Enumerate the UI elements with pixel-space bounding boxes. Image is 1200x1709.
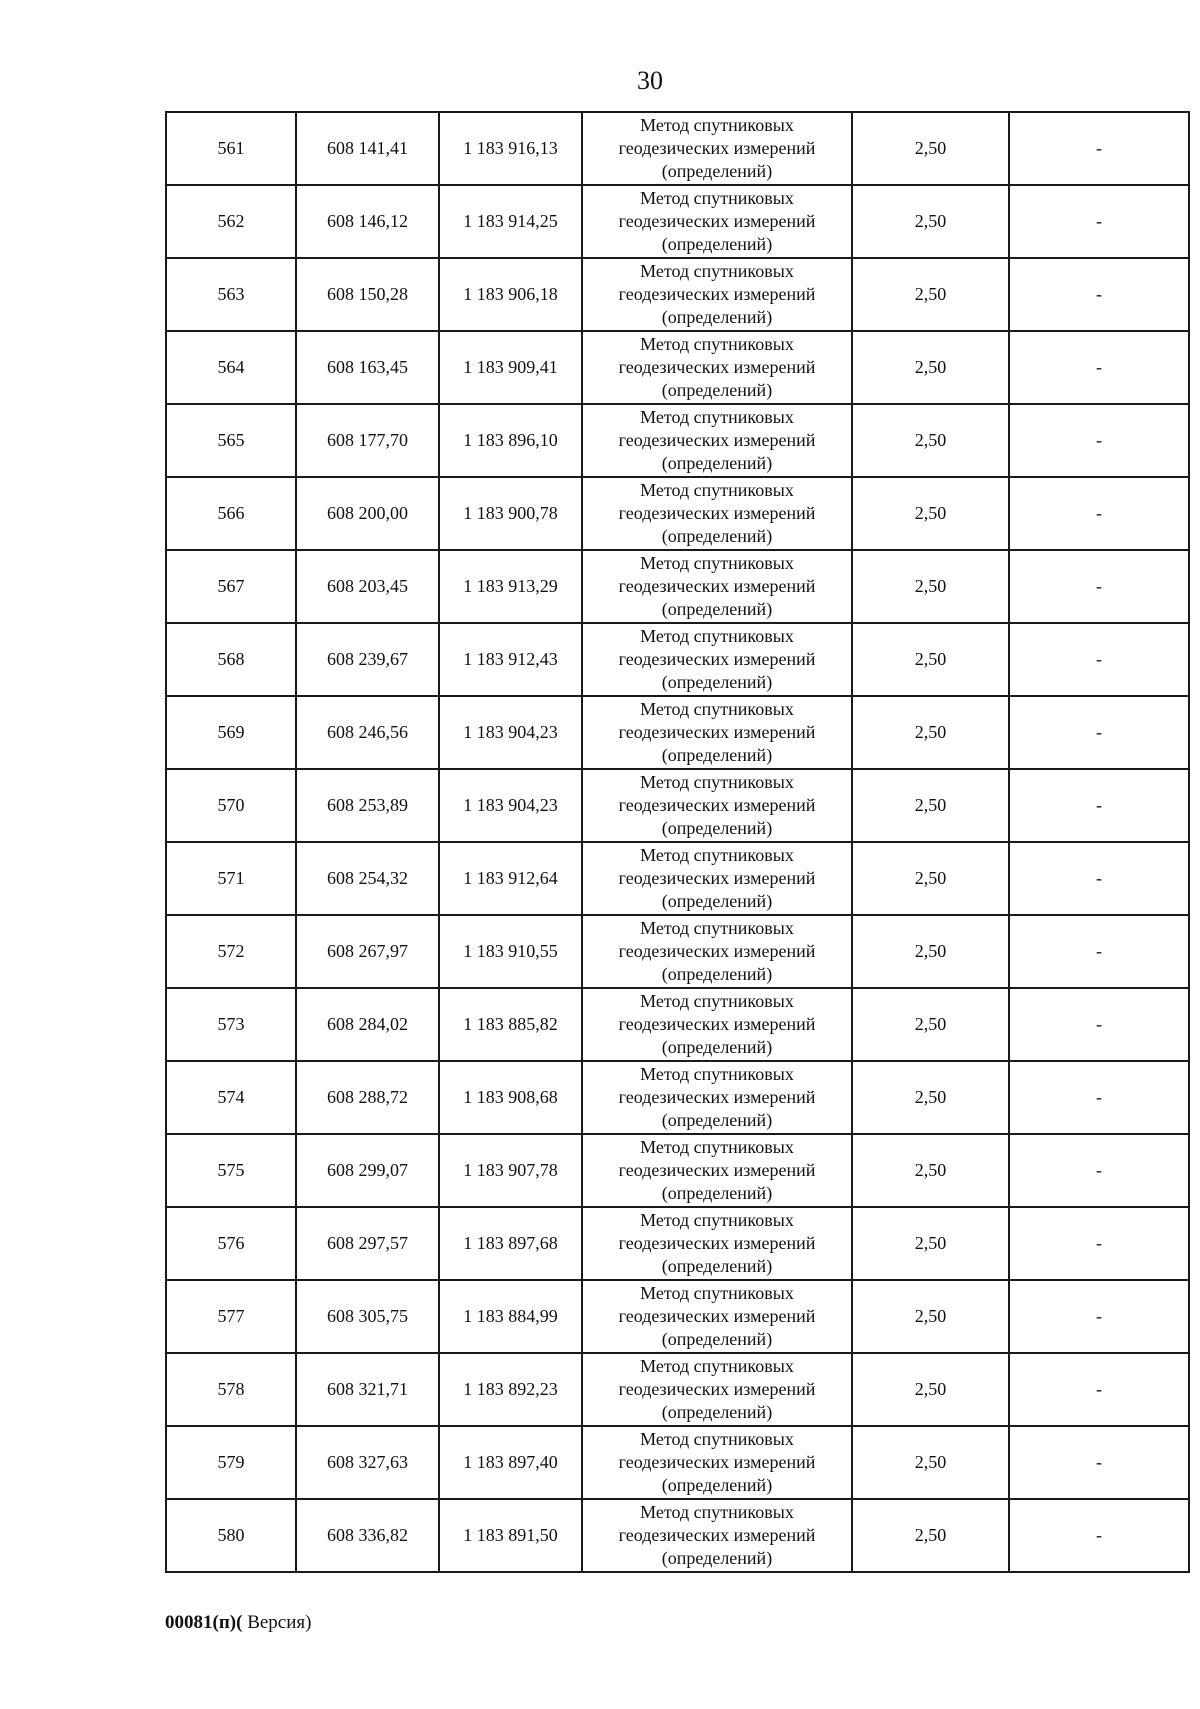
accuracy-cell: 2,50 bbox=[852, 1426, 1009, 1499]
method-line: (определений) bbox=[661, 745, 773, 765]
method-line: (определений) bbox=[661, 1183, 773, 1203]
method-line: геодезических измерений bbox=[618, 211, 816, 231]
accuracy-cell: 2,50 bbox=[852, 623, 1009, 696]
method-line: Метод спутниковых bbox=[640, 1137, 794, 1157]
point-number-cell: 567 bbox=[166, 550, 296, 623]
table-row bbox=[166, 842, 1189, 915]
method-line: геодезических измерений bbox=[618, 795, 816, 815]
method-line: Метод спутниковых bbox=[640, 1283, 794, 1303]
method-line: (определений) bbox=[661, 1548, 773, 1568]
method-line: (определений) bbox=[661, 307, 773, 327]
x-coordinate-cell: 608 336,82 bbox=[296, 1499, 439, 1572]
method-line: Метод спутниковых bbox=[640, 553, 794, 573]
method-cell bbox=[582, 185, 852, 258]
x-coordinate-cell: 608 141,41 bbox=[296, 112, 439, 185]
table-row bbox=[166, 1426, 1189, 1499]
table-row bbox=[166, 112, 1189, 185]
table-row bbox=[166, 331, 1189, 404]
accuracy-cell: 2,50 bbox=[852, 404, 1009, 477]
x-coordinate-cell: 608 288,72 bbox=[296, 1061, 439, 1134]
x-coordinate-cell: 608 239,67 bbox=[296, 623, 439, 696]
note-cell: - bbox=[1009, 1426, 1189, 1499]
accuracy-cell: 2,50 bbox=[852, 550, 1009, 623]
note-cell: - bbox=[1009, 842, 1189, 915]
note-cell: - bbox=[1009, 1207, 1189, 1280]
y-coordinate-cell: 1 183 896,10 bbox=[439, 404, 582, 477]
accuracy-cell: 2,50 bbox=[852, 112, 1009, 185]
method-line: геодезических измерений bbox=[618, 1525, 816, 1545]
point-number-cell: 578 bbox=[166, 1353, 296, 1426]
method-cell bbox=[582, 988, 852, 1061]
coordinates-table-body bbox=[166, 112, 1189, 1572]
coordinates-table bbox=[165, 111, 1190, 1573]
method-line: Метод спутниковых bbox=[640, 918, 794, 938]
method-line: (определений) bbox=[661, 1110, 773, 1130]
y-coordinate-cell: 1 183 913,29 bbox=[439, 550, 582, 623]
note-cell: - bbox=[1009, 331, 1189, 404]
method-line: (определений) bbox=[661, 1475, 773, 1495]
note-cell: - bbox=[1009, 1061, 1189, 1134]
method-cell bbox=[582, 112, 852, 185]
method-line: Метод спутниковых bbox=[640, 845, 794, 865]
method-line: (определений) bbox=[661, 1037, 773, 1057]
method-cell bbox=[582, 550, 852, 623]
method-line: геодезических измерений bbox=[618, 357, 816, 377]
table-row bbox=[166, 1499, 1189, 1572]
method-line: Метод спутниковых bbox=[640, 772, 794, 792]
point-number-cell: 573 bbox=[166, 988, 296, 1061]
x-coordinate-cell: 608 146,12 bbox=[296, 185, 439, 258]
accuracy-cell: 2,50 bbox=[852, 1353, 1009, 1426]
method-line: Метод спутниковых bbox=[640, 115, 794, 135]
method-line: геодезических измерений bbox=[618, 430, 816, 450]
method-cell bbox=[582, 623, 852, 696]
method-line: Метод спутниковых bbox=[640, 626, 794, 646]
point-number-cell: 574 bbox=[166, 1061, 296, 1134]
method-line: (определений) bbox=[661, 964, 773, 984]
table-row bbox=[166, 550, 1189, 623]
table-row bbox=[166, 404, 1189, 477]
y-coordinate-cell: 1 183 912,43 bbox=[439, 623, 582, 696]
note-cell: - bbox=[1009, 258, 1189, 331]
point-number-cell: 570 bbox=[166, 769, 296, 842]
table-row bbox=[166, 1280, 1189, 1353]
point-number-cell: 561 bbox=[166, 112, 296, 185]
x-coordinate-cell: 608 254,32 bbox=[296, 842, 439, 915]
table-row bbox=[166, 1353, 1189, 1426]
y-coordinate-cell: 1 183 910,55 bbox=[439, 915, 582, 988]
table-row bbox=[166, 1207, 1189, 1280]
method-line: геодезических измерений bbox=[618, 576, 816, 596]
method-line: (определений) bbox=[661, 234, 773, 254]
method-line: Метод спутниковых bbox=[640, 699, 794, 719]
y-coordinate-cell: 1 183 891,50 bbox=[439, 1499, 582, 1572]
note-cell: - bbox=[1009, 1134, 1189, 1207]
accuracy-cell: 2,50 bbox=[852, 915, 1009, 988]
method-cell bbox=[582, 842, 852, 915]
page-number: 30 bbox=[637, 66, 663, 95]
x-coordinate-cell: 608 200,00 bbox=[296, 477, 439, 550]
y-coordinate-cell: 1 183 912,64 bbox=[439, 842, 582, 915]
method-line: (определений) bbox=[661, 380, 773, 400]
method-line: (определений) bbox=[661, 161, 773, 181]
table-row bbox=[166, 258, 1189, 331]
x-coordinate-cell: 608 267,97 bbox=[296, 915, 439, 988]
method-cell bbox=[582, 1499, 852, 1572]
method-cell bbox=[582, 331, 852, 404]
y-coordinate-cell: 1 183 907,78 bbox=[439, 1134, 582, 1207]
table-row bbox=[166, 185, 1189, 258]
method-line: Метод спутниковых bbox=[640, 261, 794, 281]
method-cell bbox=[582, 769, 852, 842]
method-line: (определений) bbox=[661, 1329, 773, 1349]
accuracy-cell: 2,50 bbox=[852, 258, 1009, 331]
method-line: Метод спутниковых bbox=[640, 1064, 794, 1084]
y-coordinate-cell: 1 183 908,68 bbox=[439, 1061, 582, 1134]
accuracy-cell: 2,50 bbox=[852, 696, 1009, 769]
y-coordinate-cell: 1 183 906,18 bbox=[439, 258, 582, 331]
y-coordinate-cell: 1 183 916,13 bbox=[439, 112, 582, 185]
method-line: (определений) bbox=[661, 891, 773, 911]
method-cell bbox=[582, 404, 852, 477]
method-line: геодезических измерений bbox=[618, 941, 816, 961]
point-number-cell: 579 bbox=[166, 1426, 296, 1499]
point-number-cell: 568 bbox=[166, 623, 296, 696]
note-cell: - bbox=[1009, 915, 1189, 988]
method-cell bbox=[582, 1061, 852, 1134]
table-row bbox=[166, 696, 1189, 769]
point-number-cell: 571 bbox=[166, 842, 296, 915]
method-line: геодезических измерений bbox=[618, 868, 816, 888]
method-line: Метод спутниковых bbox=[640, 188, 794, 208]
accuracy-cell: 2,50 bbox=[852, 1499, 1009, 1572]
method-line: геодезических измерений bbox=[618, 138, 816, 158]
x-coordinate-cell: 608 253,89 bbox=[296, 769, 439, 842]
method-line: геодезических измерений bbox=[618, 1014, 816, 1034]
method-line: геодезических измерений bbox=[618, 1087, 816, 1107]
accuracy-cell: 2,50 bbox=[852, 1280, 1009, 1353]
method-cell bbox=[582, 696, 852, 769]
method-cell bbox=[582, 1207, 852, 1280]
table-row bbox=[166, 988, 1189, 1061]
method-cell bbox=[582, 1353, 852, 1426]
accuracy-cell: 2,50 bbox=[852, 1061, 1009, 1134]
point-number-cell: 575 bbox=[166, 1134, 296, 1207]
accuracy-cell: 2,50 bbox=[852, 988, 1009, 1061]
method-cell bbox=[582, 915, 852, 988]
x-coordinate-cell: 608 321,71 bbox=[296, 1353, 439, 1426]
x-coordinate-cell: 608 299,07 bbox=[296, 1134, 439, 1207]
accuracy-cell: 2,50 bbox=[852, 477, 1009, 550]
method-line: Метод спутниковых bbox=[640, 334, 794, 354]
accuracy-cell: 2,50 bbox=[852, 842, 1009, 915]
method-line: геодезических измерений bbox=[618, 284, 816, 304]
method-line: (определений) bbox=[661, 599, 773, 619]
document-code: 00081(п)( bbox=[165, 1612, 243, 1633]
table-row bbox=[166, 477, 1189, 550]
point-number-cell: 566 bbox=[166, 477, 296, 550]
method-line: геодезических измерений bbox=[618, 649, 816, 669]
method-cell bbox=[582, 477, 852, 550]
point-number-cell: 576 bbox=[166, 1207, 296, 1280]
y-coordinate-cell: 1 183 909,41 bbox=[439, 331, 582, 404]
y-coordinate-cell: 1 183 897,68 bbox=[439, 1207, 582, 1280]
note-cell: - bbox=[1009, 404, 1189, 477]
accuracy-cell: 2,50 bbox=[852, 769, 1009, 842]
point-number-cell: 565 bbox=[166, 404, 296, 477]
point-number-cell: 563 bbox=[166, 258, 296, 331]
method-line: Метод спутниковых bbox=[640, 480, 794, 500]
method-line: геодезических измерений bbox=[618, 1379, 816, 1399]
method-cell bbox=[582, 1280, 852, 1353]
y-coordinate-cell: 1 183 914,25 bbox=[439, 185, 582, 258]
x-coordinate-cell: 608 163,45 bbox=[296, 331, 439, 404]
method-line: геодезических измерений bbox=[618, 1452, 816, 1472]
y-coordinate-cell: 1 183 897,40 bbox=[439, 1426, 582, 1499]
note-cell: - bbox=[1009, 1353, 1189, 1426]
method-line: (определений) bbox=[661, 1402, 773, 1422]
method-line: геодезических измерений bbox=[618, 1233, 816, 1253]
method-line: геодезических измерений bbox=[618, 503, 816, 523]
x-coordinate-cell: 608 150,28 bbox=[296, 258, 439, 331]
accuracy-cell: 2,50 bbox=[852, 1207, 1009, 1280]
method-line: Метод спутниковых bbox=[640, 1356, 794, 1376]
point-number-cell: 577 bbox=[166, 1280, 296, 1353]
note-cell: - bbox=[1009, 1499, 1189, 1572]
method-line: Метод спутниковых bbox=[640, 407, 794, 427]
point-number-cell: 569 bbox=[166, 696, 296, 769]
table-row bbox=[166, 1061, 1189, 1134]
point-number-cell: 572 bbox=[166, 915, 296, 988]
version-label: Версия) bbox=[242, 1612, 312, 1633]
method-line: геодезических измерений bbox=[618, 722, 816, 742]
x-coordinate-cell: 608 246,56 bbox=[296, 696, 439, 769]
method-line: геодезических измерений bbox=[618, 1160, 816, 1180]
document-footer bbox=[165, 1612, 311, 1634]
method-line: Метод спутниковых bbox=[640, 1210, 794, 1230]
y-coordinate-cell: 1 183 884,99 bbox=[439, 1280, 582, 1353]
y-coordinate-cell: 1 183 892,23 bbox=[439, 1353, 582, 1426]
method-line: (определений) bbox=[661, 1256, 773, 1276]
method-cell bbox=[582, 258, 852, 331]
point-number-cell: 580 bbox=[166, 1499, 296, 1572]
note-cell: - bbox=[1009, 1280, 1189, 1353]
method-cell bbox=[582, 1426, 852, 1499]
x-coordinate-cell: 608 327,63 bbox=[296, 1426, 439, 1499]
accuracy-cell: 2,50 bbox=[852, 1134, 1009, 1207]
x-coordinate-cell: 608 284,02 bbox=[296, 988, 439, 1061]
y-coordinate-cell: 1 183 885,82 bbox=[439, 988, 582, 1061]
table-row bbox=[166, 623, 1189, 696]
accuracy-cell: 2,50 bbox=[852, 331, 1009, 404]
y-coordinate-cell: 1 183 904,23 bbox=[439, 769, 582, 842]
x-coordinate-cell: 608 297,57 bbox=[296, 1207, 439, 1280]
method-line: Метод спутниковых bbox=[640, 1502, 794, 1522]
method-line: геодезических измерений bbox=[618, 1306, 816, 1326]
note-cell: - bbox=[1009, 988, 1189, 1061]
note-cell: - bbox=[1009, 185, 1189, 258]
note-cell: - bbox=[1009, 623, 1189, 696]
method-line: (определений) bbox=[661, 672, 773, 692]
x-coordinate-cell: 608 203,45 bbox=[296, 550, 439, 623]
y-coordinate-cell: 1 183 900,78 bbox=[439, 477, 582, 550]
method-line: (определений) bbox=[661, 453, 773, 473]
method-line: Метод спутниковых bbox=[640, 991, 794, 1011]
x-coordinate-cell: 608 177,70 bbox=[296, 404, 439, 477]
accuracy-cell: 2,50 bbox=[852, 185, 1009, 258]
x-coordinate-cell: 608 305,75 bbox=[296, 1280, 439, 1353]
method-line: (определений) bbox=[661, 818, 773, 838]
method-line: (определений) bbox=[661, 526, 773, 546]
y-coordinate-cell: 1 183 904,23 bbox=[439, 696, 582, 769]
note-cell: - bbox=[1009, 769, 1189, 842]
note-cell: - bbox=[1009, 477, 1189, 550]
note-cell: - bbox=[1009, 550, 1189, 623]
point-number-cell: 564 bbox=[166, 331, 296, 404]
point-number-cell: 562 bbox=[166, 185, 296, 258]
table-row bbox=[166, 1134, 1189, 1207]
table-row bbox=[166, 915, 1189, 988]
note-cell: - bbox=[1009, 112, 1189, 185]
method-cell bbox=[582, 1134, 852, 1207]
table-row bbox=[166, 769, 1189, 842]
note-cell: - bbox=[1009, 696, 1189, 769]
method-line: Метод спутниковых bbox=[640, 1429, 794, 1449]
